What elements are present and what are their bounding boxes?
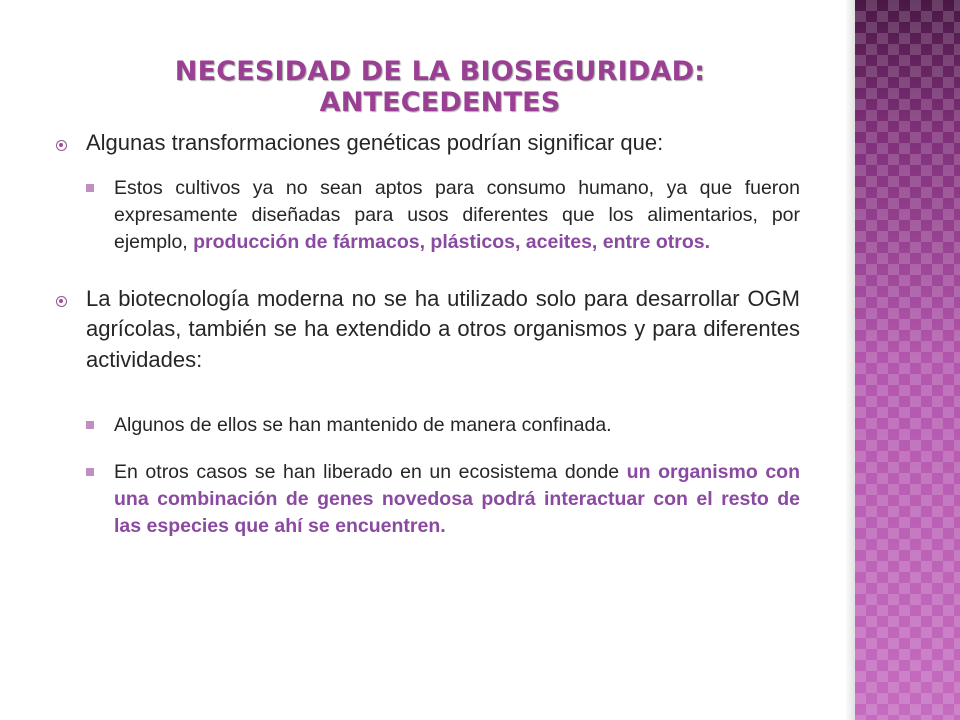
bullet-text: Algunas transformaciones genéticas podrían significar que:: [86, 130, 664, 155]
sub-bullet-highlight: un organismo con una combinación de genes novedosa podrá interactuar con el resto de las especies que ahí se encuentren.: [114, 460, 800, 537]
square-bullet-icon: [86, 468, 94, 476]
circle-bullet-icon: [56, 296, 67, 307]
decorative-side-band: [855, 0, 960, 720]
sub-bullet-item: [86, 412, 800, 439]
bullet-text: La biotecnología moderna no se ha utilizado solo para desarrollar OGM agrícolas, también se ha extendido a otros organismos y para diferentes actividades:: [86, 285, 800, 373]
bullet-item: [56, 128, 800, 159]
circle-bullet-icon: [56, 140, 67, 151]
sub-bullet-item: [86, 459, 800, 540]
bullet-item: [56, 284, 800, 376]
square-bullet-icon: [86, 421, 94, 429]
band-shadow: [845, 0, 855, 720]
square-bullet-icon: [86, 184, 94, 192]
sub-bullet-text: Algunos de ellos se han mantenido de manera confinada.: [114, 413, 612, 436]
sub-bullet-text: Estos cultivos ya no sean aptos para consumo humano, ya que fueron expresamente diseñadas para usos diferentes que los alimentarios, por ejemplo,: [114, 176, 800, 253]
sub-bullet-item: [86, 175, 800, 256]
slide-title: NECESIDAD DE LA BIOSEGURIDAD: ANTECEDENTES: [174, 56, 706, 118]
slide-content: [56, 128, 800, 540]
sub-bullet-text: En otros casos se han liberado en un ecosistema donde: [114, 460, 627, 483]
sub-bullet-highlight: producción de fármacos, plásticos, aceites, entre otros.: [193, 230, 711, 253]
